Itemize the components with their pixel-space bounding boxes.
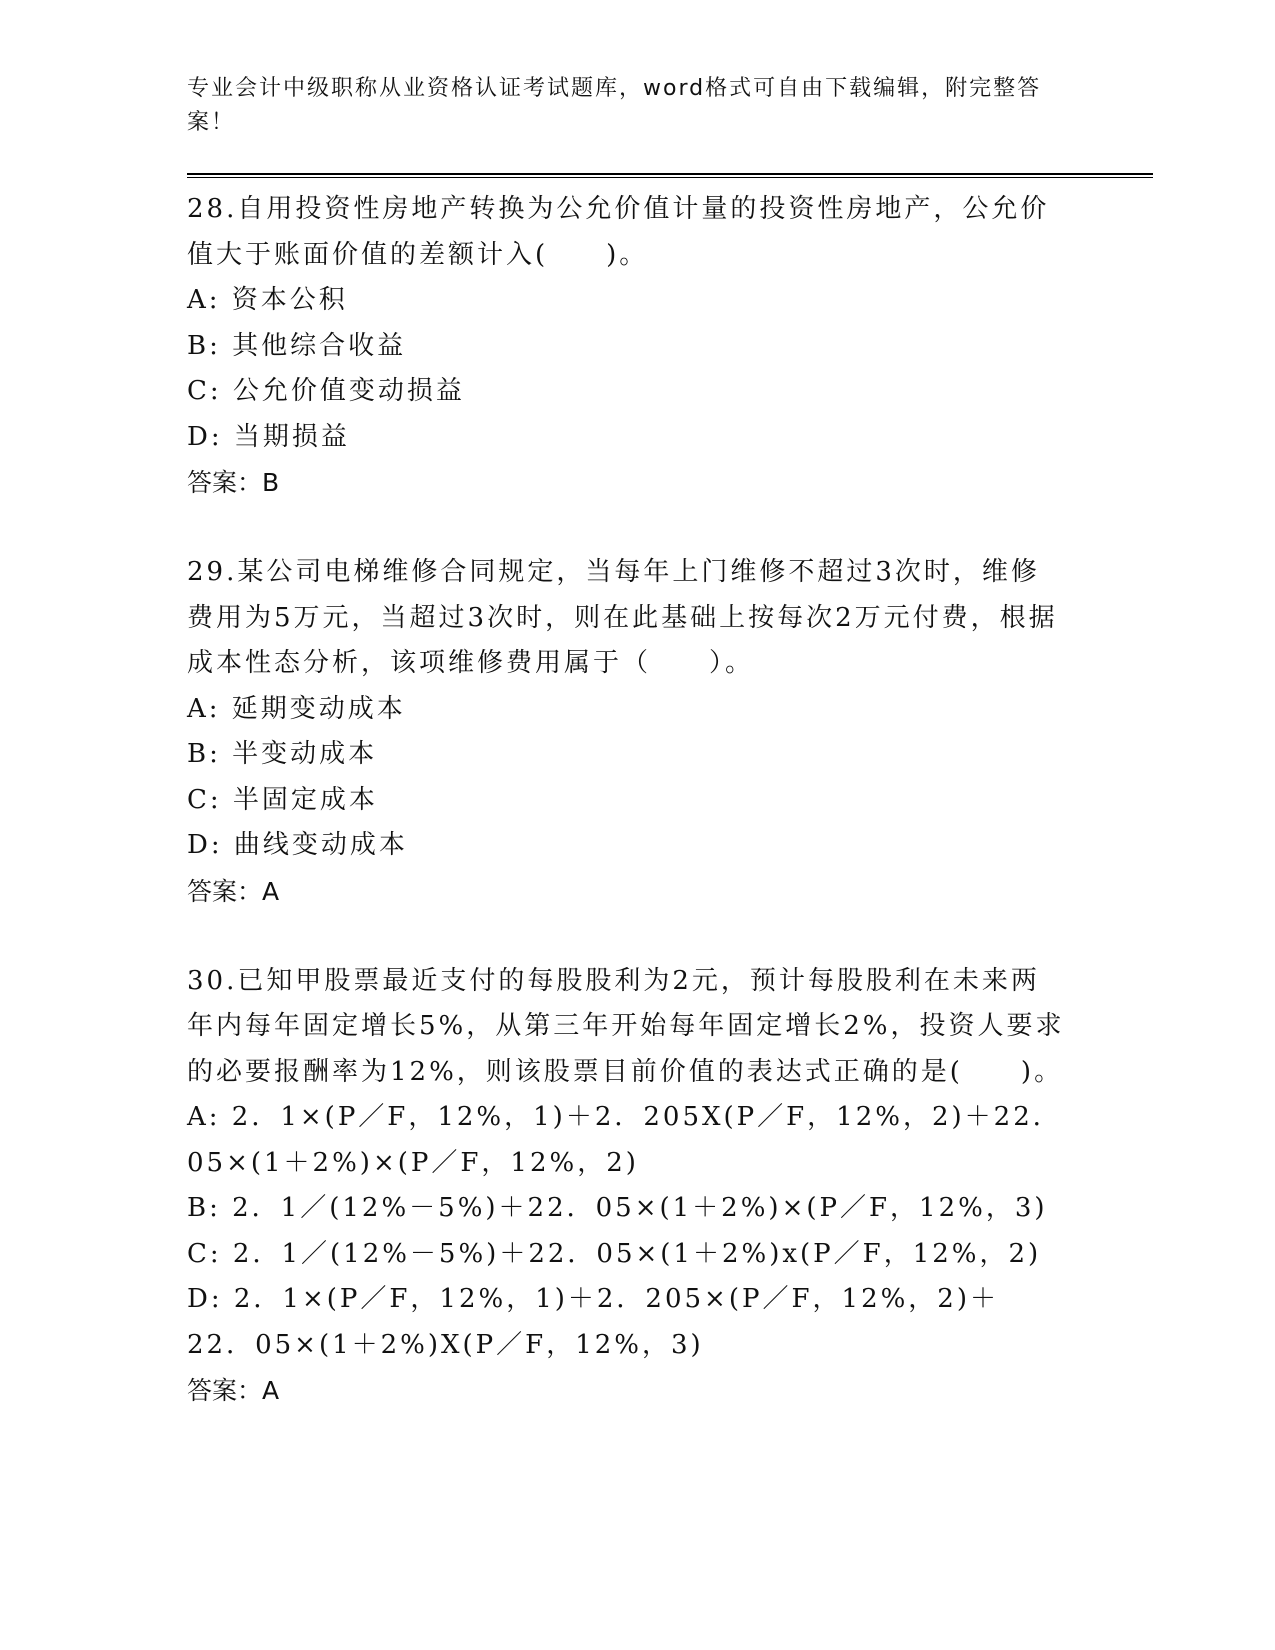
divider-thick-line bbox=[187, 173, 1153, 175]
divider-thin-line bbox=[187, 177, 1153, 178]
question-29 bbox=[187, 550, 1147, 914]
option-c: C: 2．1／(12%－5%)＋22．05×(1＋2%)x(P／F，12%，2) bbox=[187, 1238, 1042, 1269]
question-stem: 28.自用投资性房地产转换为公允价值计量的投资性房地产，公允价值大于账面价值的差额计入( )。 bbox=[187, 194, 1050, 270]
question-28 bbox=[187, 187, 1147, 505]
option-d: D: 2．1×(P／F，12%，1)＋2．205×(P／F，12%，2)＋22．05×(1＋2%)X(P／F，12%，3) bbox=[187, 1284, 999, 1360]
header-divider bbox=[187, 173, 1153, 178]
document-page bbox=[187, 72, 1147, 1413]
document-header: 专业会计中级职称从业资格认证考试题库，word格式可自由下载编辑，附完整答案！ bbox=[187, 76, 1042, 135]
answer-line: 答案：A bbox=[187, 876, 280, 906]
option-a: A: 2．1×(P／F，12%，1)＋2．205X(P／F，12%，2)＋22．05×(1＋2%)×(P／F，12%，2) bbox=[187, 1102, 1062, 1178]
option-a: A: 资本公积 bbox=[187, 285, 348, 315]
option-c: C: 公允价值变动损益 bbox=[187, 376, 465, 406]
option-a: A: 延期变动成本 bbox=[187, 693, 406, 724]
option-b: B: 半变动成本 bbox=[187, 739, 378, 769]
question-30 bbox=[187, 959, 1147, 1414]
question-stem: 29.某公司电梯维修合同规定，当每年上门维修不超过3次时，维修费用为5万元，当超过3次时，则在此基础上按每次2万元付费，根据成本性态分析，该项维修费用属于（ ）。 bbox=[187, 557, 1058, 678]
option-d: D: 当期损益 bbox=[187, 421, 350, 452]
answer-line: 答案：B bbox=[187, 468, 280, 497]
option-c: C: 半固定成本 bbox=[187, 784, 378, 815]
option-b: B: 其他综合收益 bbox=[187, 330, 407, 361]
answer-line: 答案：A bbox=[187, 1376, 280, 1405]
question-stem: 30.已知甲股票最近支付的每股股利为2元，预计每股股利在未来两年内每年固定增长5%，从第三年开始每年固定增长2%，投资人要求的必要报酬率为12%，则该股票目前价值的表达式正确的是( )。 bbox=[187, 965, 1065, 1087]
option-d: D: 曲线变动成本 bbox=[187, 830, 408, 860]
option-b: B: 2．1／(12%－5%)＋22．05×(1＋2%)×(P／F，12%，3) bbox=[187, 1193, 1048, 1223]
